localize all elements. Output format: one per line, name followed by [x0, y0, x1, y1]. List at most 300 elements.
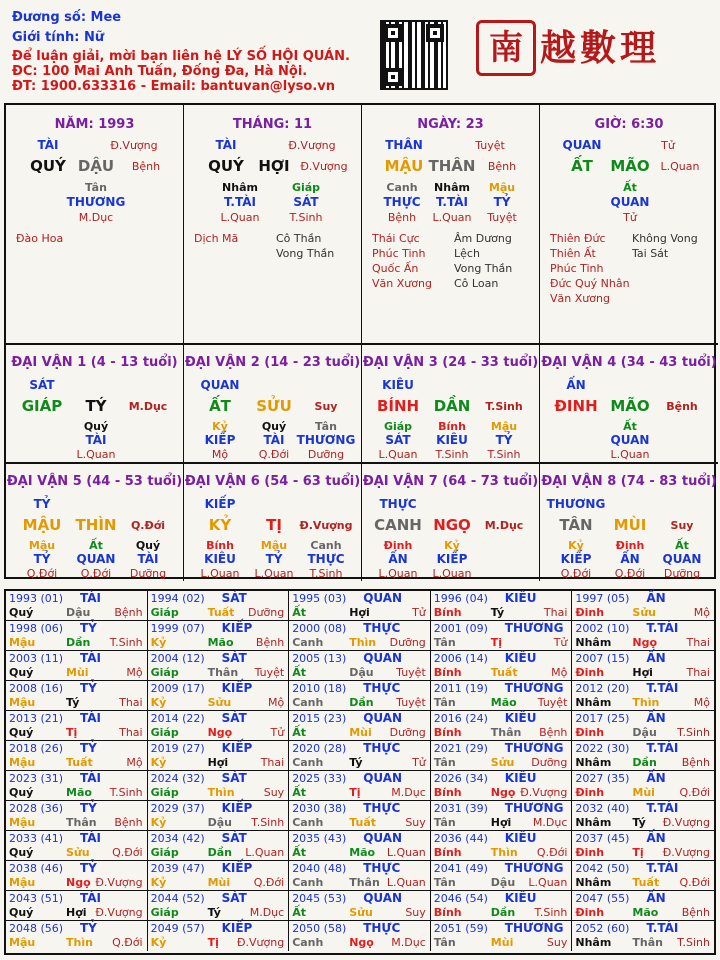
year-stage: Mộ — [693, 606, 710, 619]
luck-title: ĐẠI VẬN 2 (14 - 23 tuổi) — [184, 355, 361, 370]
hidden-god: TÀI — [137, 552, 159, 566]
star-list-left — [194, 231, 238, 246]
luck-stem: CANH — [374, 516, 422, 534]
hidden-stage: Mộ — [211, 448, 229, 461]
year-cell[interactable] — [572, 921, 714, 951]
year-cell[interactable] — [289, 861, 431, 891]
hidden-god: THƯƠNG — [66, 195, 126, 209]
year-god: THƯƠNG — [504, 801, 564, 815]
year-cell[interactable] — [6, 861, 148, 891]
hidden-stem: Quý — [83, 420, 109, 433]
year-stem: Mậu — [9, 816, 36, 829]
year-stage: Q.Đới — [679, 786, 710, 799]
hidden-god: TÀI — [85, 433, 107, 447]
year-label: 2013 (21) — [9, 712, 64, 725]
hidden-stage: T.Sinh — [309, 567, 343, 580]
luck-god: KIẾP — [204, 497, 236, 511]
hidden-stage: Bệnh — [387, 211, 417, 224]
hidden-god: TỶ — [265, 552, 283, 566]
year-cell[interactable] — [289, 891, 431, 921]
year-branch: Tuất — [490, 666, 518, 679]
year-cell[interactable] — [289, 921, 431, 951]
pillar-stem: ẤT — [571, 157, 593, 175]
year-stem: Giáp — [150, 666, 179, 679]
luck-god: KIÊU — [382, 378, 414, 392]
year-stem: Canh — [292, 636, 324, 649]
year-cell[interactable] — [572, 801, 714, 831]
luck-pillar-5 — [6, 464, 184, 581]
luck-branch: THÌN — [75, 516, 117, 534]
year-cell[interactable] — [431, 831, 573, 861]
year-cell[interactable] — [148, 831, 290, 861]
year-branch: Mùi — [207, 876, 231, 889]
year-god: TỶ — [80, 921, 97, 935]
pillar-title: THÁNG: 11 — [232, 117, 313, 132]
year-label: 2043 (51) — [9, 892, 64, 905]
star-item: Vong Thần — [454, 262, 513, 275]
year-stage: Đ.Vượng — [236, 936, 285, 949]
hidden-stage: Q.Đới — [26, 567, 58, 580]
hidden-stage: L.Quan — [220, 211, 260, 224]
year-stem: Ất — [292, 906, 306, 919]
year-cell[interactable] — [6, 831, 148, 861]
year-stage: Tử — [553, 636, 568, 649]
year-label: 2009 (17) — [150, 682, 205, 695]
hidden-stem: Tân — [85, 181, 107, 194]
year-stem: Tân — [433, 816, 456, 829]
year-stage: Mộ — [551, 666, 568, 679]
luck-stage: Suy — [314, 400, 338, 413]
hidden-stage: Q.Đới — [614, 567, 646, 580]
year-stem: Đinh — [575, 846, 605, 859]
year-god: KIẾP — [221, 681, 253, 695]
luck-branch: TỊ — [266, 516, 282, 534]
year-stem: Quý — [9, 846, 34, 859]
contact-line-1: Để luận giải, mời bạn liên hệ LÝ SỐ HỘI QUÁN. — [12, 49, 350, 64]
year-cell[interactable] — [289, 621, 431, 651]
year-god: TÀI — [80, 831, 102, 845]
year-god: KIÊU — [504, 711, 537, 725]
year-label: 2005 (13) — [292, 652, 347, 665]
year-stage: Tuyệt — [396, 666, 426, 679]
year-cell[interactable] — [572, 711, 714, 741]
year-stage: M.Dục — [391, 936, 426, 949]
year-label: 2024 (32) — [150, 772, 205, 785]
year-branch: Dậu — [66, 606, 91, 619]
year-god: TỶ — [80, 621, 97, 635]
luck-branch: MÙI — [613, 516, 647, 534]
year-cell[interactable] — [289, 591, 431, 621]
hidden-stem: Đinh — [615, 539, 645, 552]
luck-god: THƯƠNG — [546, 497, 606, 511]
year-god: KIẾP — [221, 921, 253, 935]
year-cell[interactable] — [431, 801, 573, 831]
year-stem: Quý — [9, 906, 34, 919]
star-item: Đào Hoa — [16, 232, 64, 245]
year-branch: Hợi — [349, 606, 370, 619]
owner-name: Đương số: Mee — [12, 10, 122, 25]
luck-row-1 — [6, 343, 718, 462]
hidden-god: T.TÀI — [436, 195, 468, 209]
hidden-stage: Tuyệt — [487, 211, 517, 224]
luck-title: ĐẠI VẬN 7 (64 - 73 tuổi) — [362, 474, 539, 489]
pillar-stage: Bệnh — [487, 160, 517, 173]
year-label: 2049 (57) — [150, 922, 205, 935]
star-item: Văn Xương — [550, 292, 610, 305]
year-cell[interactable] — [148, 681, 290, 711]
year-label: 2027 (35) — [575, 772, 630, 785]
hidden-stem: Nhâm — [434, 181, 470, 194]
year-branch: Tý — [490, 606, 505, 619]
year-label: 2004 (12) — [150, 652, 205, 665]
hidden-stem: Đinh — [383, 539, 413, 552]
year-cell[interactable] — [6, 771, 148, 801]
year-cell[interactable] — [431, 921, 573, 951]
year-stage: Q.Đới — [112, 936, 143, 949]
star-list-left — [372, 231, 432, 291]
year-label: 2038 (46) — [9, 862, 64, 875]
star-item: Cô Loan — [454, 277, 499, 290]
luck-stage: M.Dục — [128, 400, 168, 413]
year-label: 2050 (58) — [292, 922, 347, 935]
year-label: 2021 (29) — [433, 742, 488, 755]
year-god: ẤN — [646, 711, 666, 725]
year-cell[interactable] — [289, 711, 431, 741]
year-stage: M.Dục — [532, 816, 568, 829]
star-list-right — [632, 231, 698, 261]
year-stage: Thai — [119, 726, 143, 739]
year-stem: Đinh — [575, 606, 605, 619]
year-cell[interactable] — [431, 741, 573, 771]
year-cell[interactable] — [6, 801, 148, 831]
year-god: SÁT — [221, 591, 247, 605]
hidden-stem: Ất — [623, 181, 637, 194]
year-cell[interactable] — [431, 891, 573, 921]
chart-grid — [4, 103, 716, 579]
qr-code-icon[interactable] — [380, 20, 448, 90]
year-cell[interactable] — [572, 771, 714, 801]
year-god: TÀI — [80, 771, 102, 785]
year-god: QUAN — [363, 591, 403, 605]
year-stem: Tân — [433, 696, 456, 709]
hidden-god: TÀI — [263, 433, 285, 447]
hidden-stem: Mậu — [490, 420, 518, 433]
year-label: 2034 (42) — [150, 832, 205, 845]
luck-stem: ẤT — [209, 397, 231, 415]
year-stem: Ất — [292, 666, 306, 679]
luck-stem: ĐINH — [554, 397, 598, 415]
year-branch: Ngọ — [207, 726, 233, 739]
year-god: QUAN — [363, 771, 403, 785]
year-stem: Tân — [433, 636, 456, 649]
star-item: Văn Xương — [372, 277, 432, 290]
year-branch: Sửu — [66, 846, 90, 859]
year-god: THƯƠNG — [504, 741, 564, 755]
year-cell[interactable] — [572, 621, 714, 651]
star-item: Đức Quý Nhân — [550, 277, 630, 290]
year-branch: Dần — [349, 696, 374, 709]
year-stage: Tuyệt — [254, 666, 285, 679]
year-stage: Mộ — [126, 666, 143, 679]
hidden-stage: L.Quan — [378, 448, 418, 461]
year-branch: Tị — [66, 726, 78, 739]
year-cell[interactable] — [431, 591, 573, 621]
hidden-stage: Dưỡng — [663, 567, 701, 580]
year-label: 1993 (01) — [9, 592, 64, 605]
luck-branch: MÃO — [610, 397, 650, 415]
year-cell[interactable] — [148, 891, 290, 921]
pillar-stage: Bệnh — [131, 160, 161, 173]
star-item: Không Vong — [632, 232, 698, 245]
year-label: 2015 (23) — [292, 712, 347, 725]
year-label: 2006 (14) — [433, 652, 488, 665]
logo-text: 越數理 — [540, 27, 661, 69]
year-cell[interactable] — [572, 861, 714, 891]
year-cell[interactable] — [6, 591, 148, 621]
star-item: Tai Sát — [632, 247, 669, 260]
year-label: 2012 (20) — [575, 682, 630, 695]
year-god: KIÊU — [504, 591, 537, 605]
pillar-1 — [6, 105, 184, 343]
hidden-stem: Mậu — [260, 539, 288, 552]
star-list-left — [16, 231, 63, 246]
year-cell[interactable] — [572, 831, 714, 861]
year-stage: Bệnh — [681, 756, 710, 769]
year-stem: Ất — [292, 726, 306, 739]
year-cell[interactable] — [148, 771, 290, 801]
year-label: 2019 (27) — [150, 742, 205, 755]
hidden-god: SÁT — [293, 195, 319, 209]
hidden-stage: L.Quan — [610, 448, 650, 461]
year-cell[interactable] — [6, 681, 148, 711]
year-god: KIẾP — [221, 621, 253, 635]
hidden-stage: Q.Đới — [258, 448, 290, 461]
year-stem: Đinh — [575, 726, 605, 739]
year-stem: Ất — [292, 846, 306, 859]
year-label: 2026 (34) — [433, 772, 488, 785]
year-label: 2011 (19) — [433, 682, 488, 695]
year-cell[interactable] — [6, 621, 148, 651]
hidden-god: QUAN — [610, 433, 650, 447]
hidden-stem: Kỷ — [212, 420, 228, 433]
year-stage: Thai — [260, 756, 285, 769]
year-cell[interactable] — [572, 681, 714, 711]
year-label: 2014 (22) — [150, 712, 205, 725]
year-label: 2045 (53) — [292, 892, 347, 905]
year-god: T.TÀI — [646, 741, 679, 755]
year-stem: Kỷ — [150, 876, 167, 889]
year-cell[interactable] — [431, 861, 573, 891]
year-god: ẤN — [646, 591, 666, 605]
year-cell[interactable] — [148, 861, 290, 891]
year-stem: Nhâm — [575, 936, 612, 949]
luck-stage: Suy — [670, 519, 694, 532]
year-god: TỶ — [80, 741, 97, 755]
hidden-stem: Ất — [623, 420, 637, 433]
year-cell[interactable] — [289, 771, 431, 801]
year-god: TÀI — [80, 591, 102, 605]
pillar-title: NGÀY: 23 — [417, 117, 484, 132]
year-stage: Thai — [686, 636, 710, 649]
year-stem: Kỷ — [150, 816, 167, 829]
hidden-god: ẤN — [388, 552, 408, 566]
year-cell[interactable] — [289, 681, 431, 711]
year-stage: Dưỡng — [531, 756, 568, 769]
hidden-stage: Tử — [623, 211, 637, 224]
year-stem: Giáp — [150, 726, 179, 739]
year-cell[interactable] — [289, 831, 431, 861]
hidden-stem: Mậu — [28, 539, 56, 552]
hidden-stage: L.Quan — [254, 567, 294, 580]
year-stem: Bính — [433, 666, 462, 679]
year-cell[interactable] — [148, 741, 290, 771]
star-item: Phúc Tinh — [550, 262, 604, 275]
year-god: ẤN — [646, 771, 666, 785]
year-stage: Bệnh — [114, 606, 143, 619]
year-label: 2029 (37) — [150, 802, 205, 815]
year-god: ẤN — [646, 831, 666, 845]
pillar-branch: THÂN — [428, 157, 476, 175]
year-cell[interactable] — [431, 651, 573, 681]
year-label: 2052 (60) — [575, 922, 630, 935]
year-stage: Bệnh — [681, 906, 710, 919]
year-branch: Hợi — [66, 906, 87, 919]
year-cell[interactable] — [431, 771, 573, 801]
star-item: Thiên Đức — [550, 232, 606, 245]
year-branch: Dần — [490, 906, 516, 919]
year-cell[interactable] — [6, 921, 148, 951]
year-cell[interactable] — [289, 651, 431, 681]
luck-pillar-7 — [362, 464, 540, 581]
year-label: 2032 (40) — [575, 802, 630, 815]
year-stage: Dưỡng — [248, 606, 285, 619]
year-god: T.TÀI — [646, 681, 679, 695]
year-cell[interactable] — [148, 591, 290, 621]
luck-stem: MẬU — [22, 516, 62, 534]
year-stem: Quý — [9, 726, 34, 739]
year-cell[interactable] — [431, 681, 573, 711]
luck-god: TỶ — [33, 497, 51, 511]
year-stem: Canh — [292, 876, 324, 889]
hidden-stem: Quý — [261, 420, 287, 433]
year-stage: L.Quan — [386, 846, 426, 859]
year-stage: Suy — [263, 786, 285, 799]
hidden-god: QUAN — [662, 552, 702, 566]
star-item: Âm Dương Lệch — [454, 232, 512, 260]
hidden-god: KIẾP — [560, 552, 592, 566]
year-cell[interactable] — [148, 651, 290, 681]
luck-stage: Bệnh — [666, 400, 698, 413]
year-stem: Canh — [292, 696, 324, 709]
year-cell[interactable] — [148, 621, 290, 651]
year-stem: Đinh — [575, 666, 605, 679]
luck-title: ĐẠI VẬN 8 (74 - 83 tuổi) — [541, 474, 717, 489]
year-label: 2018 (26) — [9, 742, 64, 755]
pillar-stem: MẬU — [384, 157, 424, 175]
year-cell[interactable] — [431, 621, 573, 651]
year-stem: Mậu — [9, 876, 36, 889]
hidden-stage: L.Quan — [76, 448, 116, 461]
year-stage: T.Sinh — [109, 636, 143, 649]
year-stem: Bính — [433, 846, 462, 859]
year-cell[interactable] — [289, 741, 431, 771]
year-cell[interactable] — [6, 741, 148, 771]
year-branch: Dần — [207, 846, 232, 859]
hidden-stage: T.Sinh — [289, 211, 323, 224]
luck-pillar-1 — [6, 345, 184, 462]
year-label: 2033 (41) — [9, 832, 64, 845]
pillar-stem: QUÝ — [30, 157, 66, 175]
year-label: 2031 (39) — [433, 802, 488, 815]
year-god: THỰC — [363, 741, 401, 755]
year-cell[interactable] — [572, 651, 714, 681]
year-stem: Canh — [292, 936, 324, 949]
year-cell[interactable] — [289, 801, 431, 831]
year-cell[interactable] — [148, 801, 290, 831]
year-god: KIÊU — [504, 831, 537, 845]
star-list-right — [454, 231, 539, 291]
hidden-stem: Canh — [310, 539, 342, 552]
year-god: ẤN — [646, 891, 666, 905]
year-branch: Mão — [66, 786, 92, 799]
hidden-stage: T.Sinh — [435, 448, 469, 461]
year-god: TỶ — [80, 801, 97, 815]
year-branch: Tý — [207, 906, 221, 919]
hidden-stage: Dưỡng — [307, 448, 345, 461]
year-branch: Thân — [207, 666, 239, 679]
pillar-god-left: TÀI — [37, 138, 59, 152]
year-god: THƯƠNG — [504, 681, 564, 695]
year-stem: Tân — [433, 756, 456, 769]
year-cell[interactable] — [572, 741, 714, 771]
hidden-stem: Canh — [386, 181, 418, 194]
year-cell[interactable] — [6, 651, 148, 681]
year-stage: T.Sinh — [534, 906, 568, 919]
hidden-stem: Nhâm — [222, 181, 258, 194]
year-cell[interactable] — [6, 891, 148, 921]
year-stage: Mộ — [267, 696, 285, 709]
year-label: 1999 (07) — [150, 622, 205, 635]
hidden-god: KIÊU — [204, 552, 236, 566]
year-label: 2039 (47) — [150, 862, 205, 875]
year-cell[interactable] — [431, 711, 573, 741]
year-branch: Tuất — [349, 816, 376, 829]
year-cell[interactable] — [148, 921, 290, 951]
year-stem: Mậu — [9, 636, 36, 649]
year-stem: Canh — [292, 816, 324, 829]
year-cell[interactable] — [572, 591, 714, 621]
hidden-god: TỶ — [493, 195, 511, 209]
year-cell[interactable] — [572, 891, 714, 921]
year-branch: Ngọ — [632, 636, 658, 649]
year-stem: Ất — [292, 786, 306, 799]
hidden-stem: Tân — [315, 420, 337, 433]
hidden-god: TỶ — [495, 433, 513, 447]
year-branch: Sửu — [490, 756, 515, 769]
year-cell[interactable] — [148, 711, 290, 741]
year-branch: Tý — [349, 756, 363, 769]
year-label: 2041 (49) — [433, 862, 488, 875]
year-cell[interactable] — [6, 711, 148, 741]
hidden-stage: L.Quan — [200, 567, 240, 580]
year-branch: Mão — [207, 636, 234, 649]
year-stem: Giáp — [150, 606, 179, 619]
pillar-title: GIỜ: 6:30 — [594, 117, 664, 132]
luck-title: ĐẠI VẬN 3 (24 - 33 tuổi) — [362, 355, 539, 370]
year-branch: Tuất — [207, 606, 235, 619]
hidden-stem: Ất — [675, 539, 689, 552]
pillar-branch: MÃO — [610, 157, 650, 175]
